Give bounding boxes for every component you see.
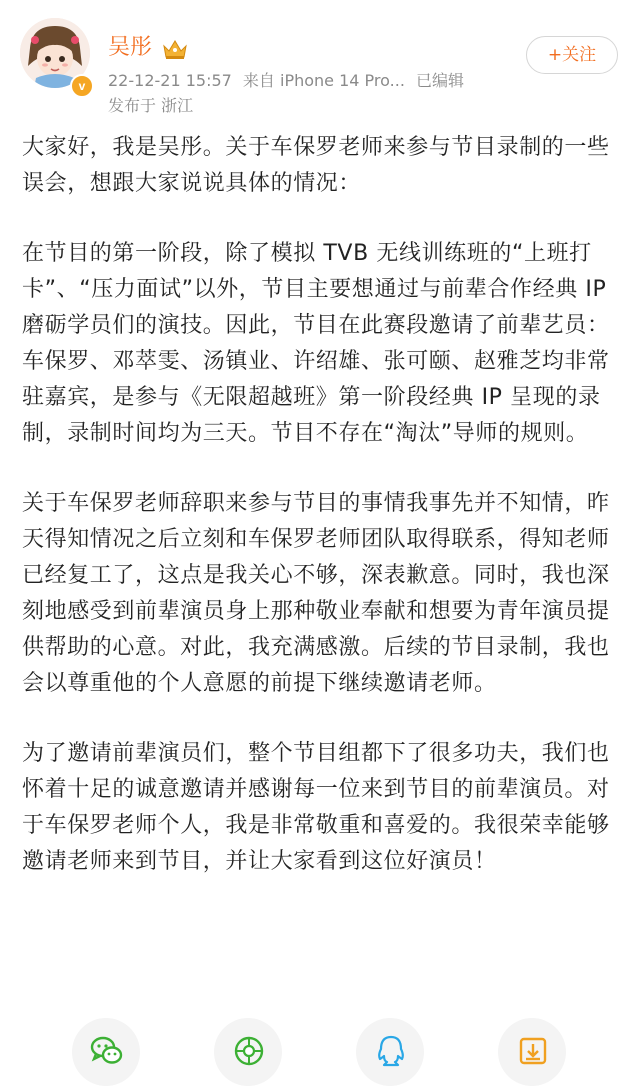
edited-label[interactable]: 已编辑 (416, 71, 465, 90)
post-paragraph: 为了邀请前辈演员们，整个节目组都下了很多功夫，我们也怀着十足的诚意邀请并感谢每一位来到节目的前辈演员。对于车保罗老师个人，我是非常敬重和喜爱的。我很荣幸能够邀请老师来到节目，并让大家看到这位好演员！ (22, 741, 610, 874)
follow-button[interactable]: +关注 (526, 36, 618, 74)
share-bar (0, 1010, 640, 1081)
post-body (22, 130, 622, 914)
post-timestamp: 22-12-21 15:57 (108, 71, 232, 90)
wechat-icon (90, 1034, 124, 1068)
post-paragraph: 大家好，我是吴彤。关于车保罗老师来参与节目录制的一些误会，想跟大家说说具体的情况： (22, 135, 610, 196)
share-qq-button[interactable] (356, 1018, 424, 1086)
save-image-button[interactable] (498, 1018, 566, 1086)
share-wechat-button[interactable] (72, 1018, 140, 1086)
post-paragraph: 在节目的第一阶段，除了模拟 TVB 无线训练班的“上班打卡”、“压力面试”以外，节目主要想通过与前辈合作经典 IP 磨砺学员们的演技。因此，节目在此赛段邀请了前辈艺员：车保罗、邓萃雯、汤镇业、许绍雄、张可颐、赵雅芝均非常驻嘉宾，是参与《无限超越班》第一阶段经典 IP 呈现的录制，录制时间均为三天。节目不存在“淘汰”导师的规则。 (22, 241, 610, 446)
qq-icon (374, 1034, 408, 1068)
post-meta (108, 70, 470, 92)
moments-icon (232, 1034, 266, 1068)
share-moments-button[interactable] (214, 1018, 282, 1086)
save-image-icon (516, 1034, 550, 1068)
vip-crown-icon[interactable] (162, 38, 188, 60)
post-header (0, 0, 640, 120)
author-name[interactable]: 吴彤 (108, 35, 153, 60)
post-paragraph: 关于车保罗老师辞职来参与节目的事情我事先并不知情，昨天得知情况之后立刻和车保罗老师团队取得联系，得知老师已经复工了，这点是我关心不够，深表歉意。同时，我也深刻地感受到前辈演员身上那种敬业奉献和想要为青年演员提供帮助的心意。对此，我充满感激。后续的节目录制，我也会以尊重他的个人意愿的前提下继续邀请老师。 (22, 491, 610, 696)
verified-badge: v (70, 74, 94, 98)
post-location: 发布于 浙江 (108, 96, 194, 115)
post-source: 来自 iPhone 14 Pro... (242, 71, 405, 90)
